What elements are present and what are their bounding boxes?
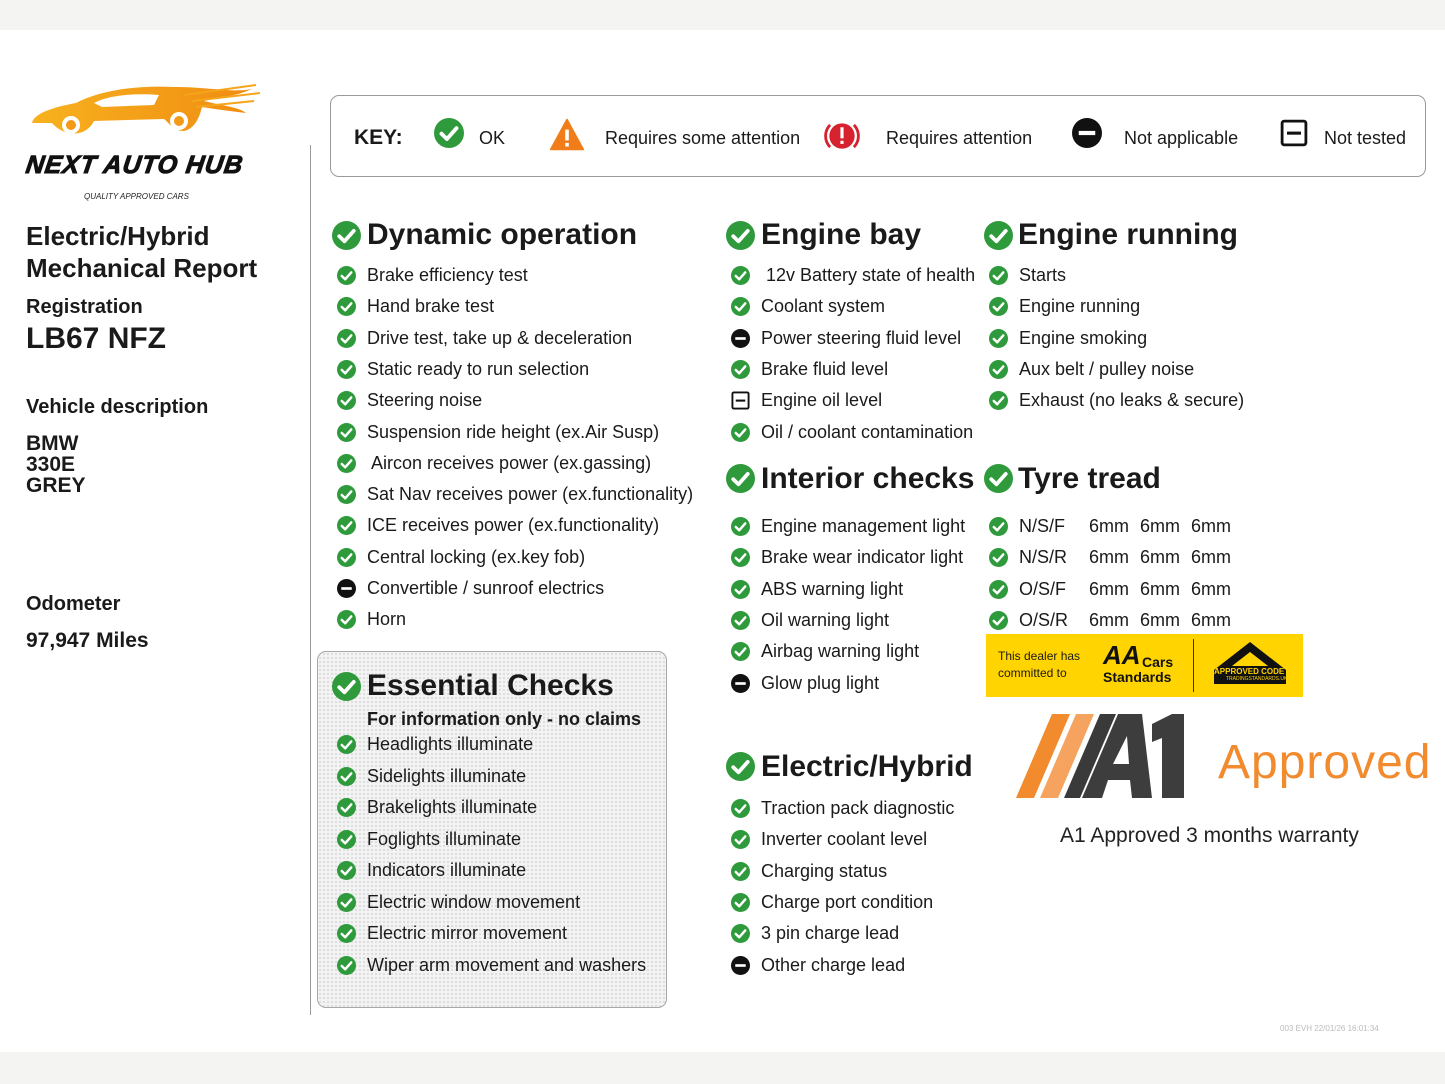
check-item-label: N/S/R [1019, 547, 1068, 568]
tyre-depth-value: 6mm 6mm 6mm [1089, 578, 1231, 599]
check-item-label: Brake fluid level [761, 358, 889, 379]
ok-check-icon [989, 611, 1008, 635]
approved-code-url: TRADINGSTANDARDS.UK [1226, 676, 1288, 682]
registration-value: LB67 NFZ [26, 322, 167, 355]
ok-check-icon [989, 548, 1008, 572]
ok-check-icon [731, 924, 750, 948]
ok-check-icon [731, 297, 750, 321]
ok-check-icon [731, 799, 750, 823]
ok-check-icon [731, 580, 750, 604]
ok-check-icon [731, 360, 750, 384]
ok-check-icon [989, 266, 1008, 290]
ok-check-icon [337, 266, 356, 290]
aa-cars-text: Cars [1142, 654, 1174, 670]
odometer-label: Odometer [26, 593, 121, 615]
brand-logo [24, 83, 264, 205]
interior-check-icon [726, 464, 755, 498]
engine-running-title: Engine running [1018, 218, 1238, 251]
aa-divider [1193, 639, 1194, 692]
check-item-label: Engine management light [761, 516, 966, 536]
ok-check-icon [337, 485, 356, 509]
check-item-label: Foglights illuminate [367, 828, 522, 849]
check-item-label: 12v Battery state of health [761, 265, 976, 285]
check-item-label: Inverter coolant level [761, 829, 928, 850]
check-item-label: Charge port condition [761, 891, 934, 912]
check-item-label: Airbag warning light [761, 641, 920, 662]
check-item-label: Brake efficiency test [367, 265, 528, 285]
engine-running-check-icon [984, 221, 1013, 255]
check-item-label: Aux belt / pulley noise [1019, 358, 1195, 379]
aa-logo: AA [1103, 640, 1141, 670]
ok-check-icon [731, 862, 750, 886]
aa-badge-text [998, 648, 1080, 682]
key-ok-label: OK [479, 128, 506, 148]
aa-line1: This dealer has [998, 649, 1081, 663]
ok-check-icon [731, 830, 750, 854]
check-item-label: Starts [1019, 265, 1067, 285]
electric-hybrid-title: Electric/Hybrid [761, 750, 973, 783]
check-item-label: Wiper arm movement and washers [367, 954, 647, 975]
check-item-label: Brakelights illuminate [367, 797, 538, 817]
not-applicable-icon [337, 579, 356, 603]
tyre-tread-title: Tyre tread [1018, 462, 1161, 495]
dynamic-section-check-icon [332, 221, 361, 255]
check-item-label: N/S/F [1019, 516, 1066, 536]
tyre-depth-value: 6mm 6mm 6mm [1089, 547, 1231, 568]
engine-bay-title: Engine bay [761, 218, 922, 251]
a1-approved-word: Approved [1218, 736, 1432, 789]
key-title: KEY: [354, 126, 403, 149]
check-item-label: Hand brake test [367, 296, 495, 317]
ok-check-icon [989, 329, 1008, 353]
ok-check-icon [337, 548, 356, 572]
key-attention-label: Requires attention [886, 128, 1033, 148]
ok-check-icon [337, 423, 356, 447]
ok-check-icon [731, 893, 750, 917]
key-some-attention-label: Requires some attention [605, 128, 801, 148]
essential-checks-subtitle: For information only - no claims [367, 709, 642, 729]
ok-check-icon [337, 454, 356, 478]
brand-tagline: QUALITY APPROVED CARS [84, 192, 189, 201]
check-item-label: Central locking (ex.key fob) [367, 546, 586, 567]
approved-code-text: APPROVED CODE [1214, 667, 1285, 676]
check-item-label: Power steering fluid level [761, 327, 962, 348]
not-applicable-icon [1072, 118, 1102, 153]
ok-check-icon [731, 517, 750, 541]
report-title-line1: Electric/Hybrid [26, 221, 210, 251]
car-logo-icon [24, 83, 264, 153]
check-item-label: O/S/F [1019, 578, 1067, 599]
not-tested-icon [1280, 119, 1308, 152]
ok-check-icon [337, 391, 356, 415]
interior-checks-title: Interior checks [761, 462, 975, 495]
report-title-line2: Mechanical Report [26, 253, 258, 283]
ok-check-icon [337, 893, 356, 917]
ok-check-icon [337, 735, 356, 759]
check-item-label: Electric window movement [367, 891, 581, 912]
check-item-label: Suspension ride height (ex.Air Susp) [367, 421, 660, 442]
check-item-label: ABS warning light [761, 578, 904, 599]
ok-check-icon [337, 516, 356, 540]
check-item-label: Horn [367, 609, 407, 630]
not-applicable-icon [731, 956, 750, 980]
check-item-label: Oil / coolant contamination [761, 421, 974, 442]
check-item-label: Sidelights illuminate [367, 765, 527, 786]
not-applicable-icon [731, 329, 750, 353]
warning-triangle-icon [549, 117, 585, 158]
check-item-label: Headlights illuminate [367, 734, 534, 754]
ok-check-icon [989, 580, 1008, 604]
ok-check-icon [337, 924, 356, 948]
check-item-label: Drive test, take up & deceleration [367, 327, 633, 348]
check-item-label: Charging status [761, 860, 888, 881]
tyre-tread-check-icon [984, 464, 1013, 498]
ok-check-icon [989, 360, 1008, 384]
a1-warranty-text: A1 Approved 3 months warranty [1060, 824, 1359, 847]
vehicle-description-label: Vehicle description [26, 396, 209, 418]
key-not-tested-label: Not tested [1324, 128, 1407, 148]
ok-check-icon [989, 517, 1008, 541]
check-item-label: Exhaust (no leaks & secure) [1019, 390, 1245, 411]
ok-check-icon [731, 548, 750, 572]
essential-section-check-icon [332, 672, 361, 706]
aa-standards-text: Standards [1103, 669, 1172, 685]
ok-check-icon [337, 610, 356, 634]
ok-check-icon [337, 297, 356, 321]
vehicle-model: 330E [26, 453, 76, 476]
check-item-label: Traction pack diagnostic [761, 798, 955, 818]
ok-check-icon [731, 611, 750, 635]
check-item-label: Static ready to run selection [367, 358, 590, 379]
check-item-label: O/S/R [1019, 609, 1069, 630]
engine-bay-check-icon [726, 221, 755, 255]
ok-check-icon [731, 423, 750, 447]
check-item-label: Convertible / sunroof electrics [367, 578, 605, 598]
vehicle-colour: GREY [26, 474, 86, 497]
check-item-label: Glow plug light [761, 672, 880, 693]
ok-check-icon [731, 266, 750, 290]
footer-code: 003 EVH 22/01/26 16:01:34 [1280, 1024, 1379, 1033]
check-item-label: Brake wear indicator light [761, 547, 964, 568]
report-title [26, 220, 257, 284]
check-item-label: ICE receives power (ex.functionality) [367, 515, 660, 536]
vehicle-description [26, 433, 86, 496]
ok-check-icon [337, 956, 356, 980]
brand-name: NEXT AUTO HUB [24, 151, 246, 179]
not-tested-icon [731, 391, 750, 415]
aa-cars-badge [986, 634, 1303, 697]
ok-check-icon [989, 297, 1008, 321]
check-item-label: Engine oil level [761, 390, 883, 411]
check-item-label: Engine running [1019, 296, 1141, 317]
vehicle-make: BMW [26, 432, 79, 455]
essential-checks-title: Essential Checks [367, 669, 614, 702]
registration-label: Registration [26, 296, 143, 318]
alert-exclamation-icon [823, 117, 861, 160]
check-item-label: Sat Nav receives power (ex.functionality) [367, 484, 694, 505]
ok-check-icon [337, 798, 356, 822]
check-item-label: Oil warning light [761, 609, 890, 630]
check-item-label: Aircon receives power (ex.gassing) [367, 452, 652, 473]
ok-check-icon [337, 329, 356, 353]
ok-check-icon [337, 360, 356, 384]
a1-approved-logo-icon [1012, 712, 1207, 802]
ok-check-icon [337, 767, 356, 791]
check-item-label: Coolant system [761, 296, 886, 317]
check-item-label: Steering noise [367, 390, 483, 411]
ok-check-icon [434, 118, 464, 153]
check-item-label: Other charge lead [761, 954, 906, 975]
not-applicable-icon [731, 674, 750, 698]
ok-check-icon [337, 861, 356, 885]
aa-line2: committed to [998, 666, 1067, 680]
ok-check-icon [337, 830, 356, 854]
check-item-label: Electric mirror movement [367, 923, 568, 943]
column-divider [310, 145, 311, 1015]
check-item-label: 3 pin charge lead [761, 923, 900, 944]
ok-check-icon [989, 391, 1008, 415]
odometer-value: 97,947 Miles [26, 629, 149, 652]
ok-check-icon [731, 642, 750, 666]
tyre-depth-value: 6mm 6mm 6mm [1089, 609, 1231, 630]
approved-code-shield-icon [1210, 640, 1290, 692]
electric-hybrid-check-icon [726, 752, 755, 786]
tyre-depth-value: 6mm 6mm 6mm [1089, 516, 1231, 536]
check-item-label: Engine smoking [1019, 327, 1148, 348]
dynamic-operation-title: Dynamic operation [367, 218, 638, 251]
key-not-applicable-label: Not applicable [1124, 128, 1239, 148]
check-item-label: Indicators illuminate [367, 860, 527, 880]
